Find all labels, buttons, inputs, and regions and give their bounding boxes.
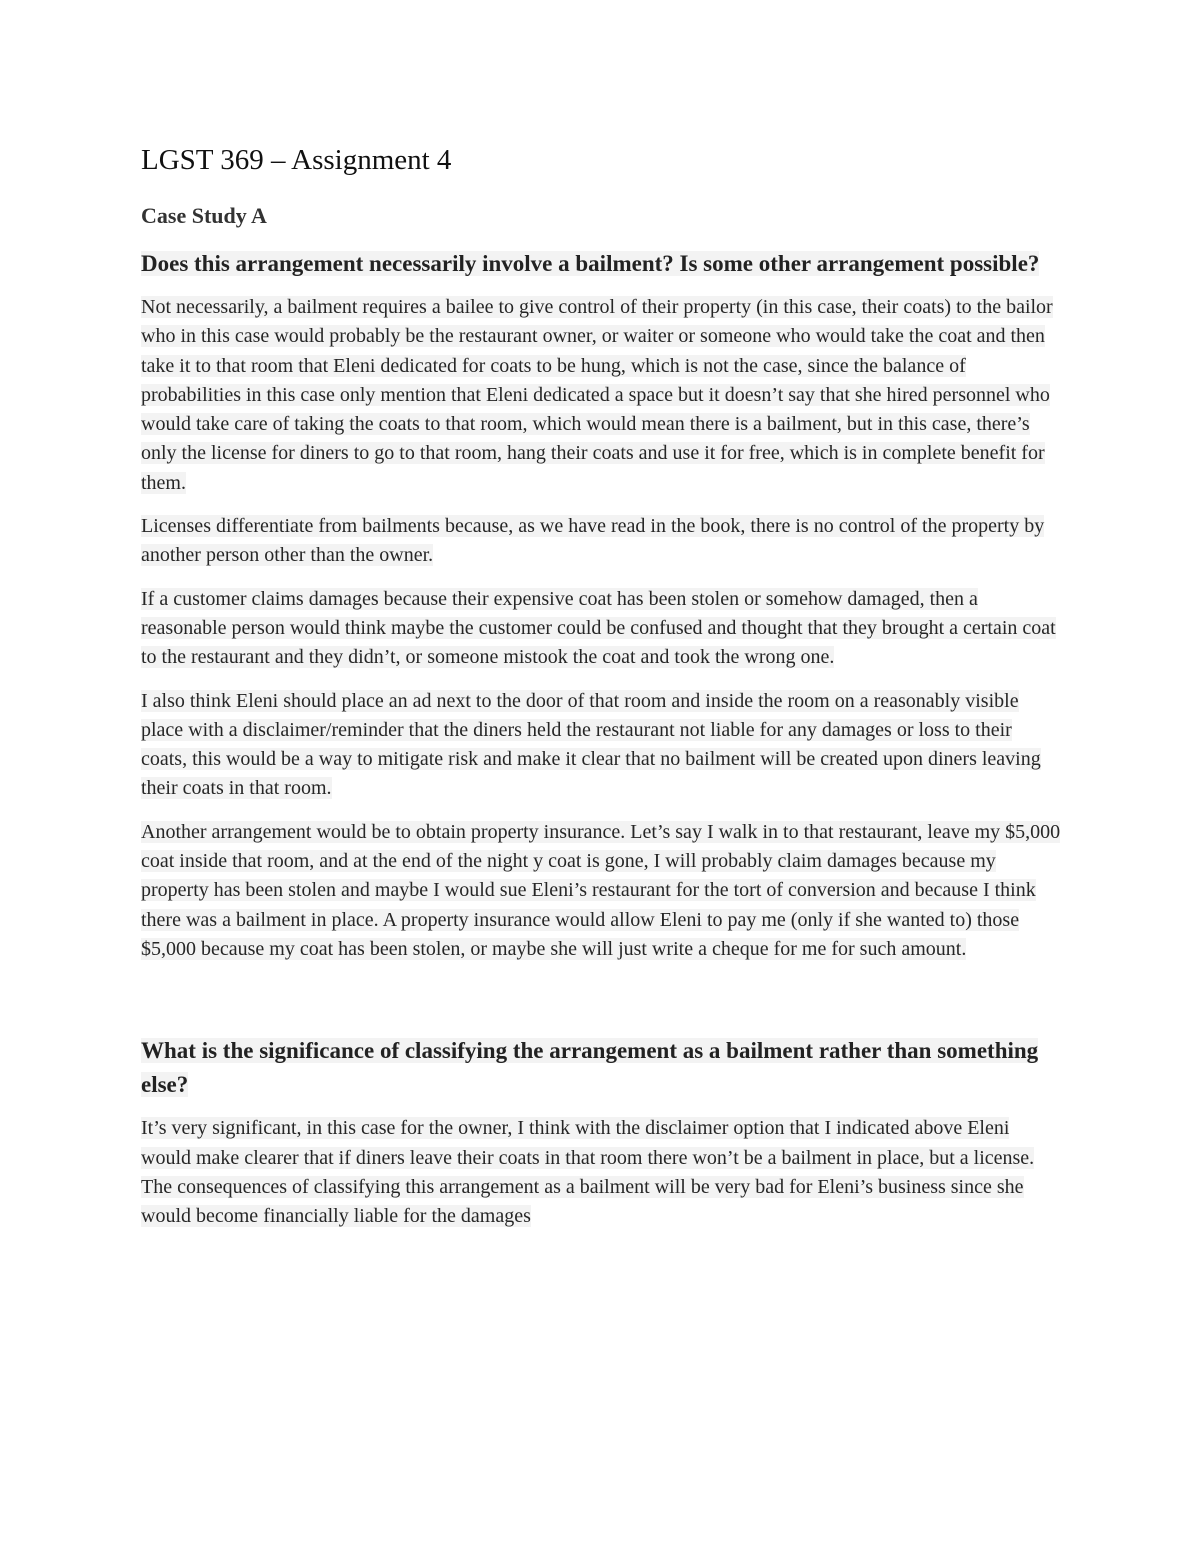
paragraph: [141, 585, 1061, 673]
document-title: LGST 369 – Assignment 4: [141, 144, 452, 176]
paragraph: [141, 512, 1061, 571]
paragraph: [141, 293, 1061, 498]
paragraph: [141, 687, 1061, 804]
question-2-text: What is the significance of classifying the arrangement as a bailment rather than something else?: [141, 1038, 1039, 1098]
paragraph: [141, 1114, 1061, 1231]
document-page: [141, 140, 1061, 1245]
paragraph-text: I also think Eleni should place an ad next to the door of that room and inside the room on a reasonably visible place with a disclaimer/reminder that the diners held the restaurant not liable for any damages or loss to their coats, this would be a way to mitigate risk and make it clear that no bailment will be created upon diners leaving their coats in that room.: [141, 689, 1041, 800]
question-1-text: Does this arrangement necessarily involve a bailment? Is some other arrangement possible?: [141, 251, 1040, 276]
paragraph-text: Another arrangement would be to obtain property insurance. Let’s say I walk in to that restaurant, leave my $5,000 coat inside that room, and at the end of the night y coat is gone, I will probably claim damages because my property has been stolen and maybe I would sue Eleni’s restaurant for the tort of conversion and because I think there was a bailment in place. A property insurance would allow Eleni to pay me (only if she wanted to) those $5,000 because my coat has been stolen, or maybe she will just write a cheque for me for such amount.: [141, 820, 1061, 960]
section-spacer: [141, 978, 1061, 1034]
question-heading-2: [141, 1034, 1061, 1102]
case-study-heading: Case Study A: [141, 203, 267, 228]
paragraph: [141, 818, 1061, 964]
paragraph-text: It’s very significant, in this case for the owner, I think with the disclaimer option that I indicated above Eleni would make clearer that if diners leave their coats in that room there won’t be a bailment in place, but a license. The consequences of classifying this arrangement as a bailment will be very bad for Eleni’s business since she would become financially liable for the damages: [141, 1117, 1035, 1228]
paragraph-text: Not necessarily, a bailment requires a bailee to give control of their property (in this case, their coats) to the bailor who in this case would probably be the restaurant owner, or waiter or someone who would take the coat and then take it to that room that Eleni dedicated for coats to be hung, which is not the case, since the balance of probabilities in this case only mention that Eleni dedicated a space but it doesn’t say that she hired personnel who would take care of taking the coats to that room, which would mean there is a bailment, but in this case, there’s only the license for diners to go to that room, hang their coats and use it for free, which is in complete benefit for them.: [141, 296, 1053, 494]
paragraph-text: If a customer claims damages because their expensive coat has been stolen or somehow damaged, then a reasonable person would think maybe the customer could be confused and thought that they brought a certain coat to the restaurant and they didn’t, or someone mistook the coat and took the wrong one.: [141, 587, 1056, 669]
question-heading-1: [141, 247, 1061, 281]
paragraph-text: Licenses differentiate from bailments because, as we have read in the book, there is no control of the property by another person other than the owner.: [141, 515, 1045, 567]
